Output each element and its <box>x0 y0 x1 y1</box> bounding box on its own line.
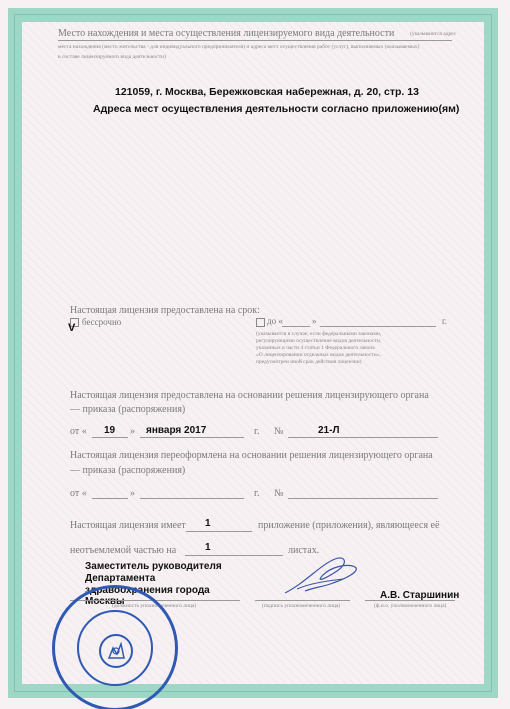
reissue-close-quote: » <box>130 488 135 499</box>
basis-date-line <box>140 437 244 438</box>
basis-from: от « <box>70 426 87 437</box>
reissue-label-2: — приказа (распоряжения) <box>70 465 186 476</box>
attachments-text-1: Настоящая лицензия имеет <box>70 520 186 531</box>
until-note-4: «О лицензировании отдельных видов деятельности», <box>256 352 381 358</box>
appendix-note: Адреса мест осуществления деятельности согласно приложению(ям) <box>93 103 460 115</box>
until-checkbox <box>256 318 265 327</box>
basis-month-year: января 2017 <box>146 425 207 436</box>
address-value: 121059, г. Москва, Бережковская набережная, д. 20, стр. 13 <box>115 86 419 98</box>
reissue-number-line <box>288 498 438 499</box>
basis-label-2: — приказа (распоряжения) <box>70 404 186 415</box>
reissue-from: от « <box>70 488 87 499</box>
official-stamp <box>52 585 178 709</box>
basis-close-quote: » <box>130 426 135 437</box>
until-note-2: регулирующими осуществление видов деятельности, <box>256 338 382 344</box>
attachments-text-4: листах. <box>288 545 320 556</box>
until-day-line <box>282 326 310 327</box>
name-caption: (ф.и.о. уполномоченного лица) <box>374 603 447 609</box>
basis-day: 19 <box>104 425 116 436</box>
location-note-line2: места нахождения (место жительства - для индивидуального предпринимателя) и адреса мест осуществления работ (услуг), выполняемых (оказываемых) <box>58 44 420 50</box>
until-date-line <box>320 326 436 327</box>
reissue-date-line <box>140 498 244 499</box>
attachments-text-3: неотъемлемой частью на <box>70 545 177 556</box>
unlimited-label: бессрочно <box>82 317 122 327</box>
name-line <box>365 600 455 601</box>
location-note-right: (указываются адрес <box>410 31 457 37</box>
attachments-text-2: приложение (приложения), являющееся её <box>258 520 440 531</box>
location-note-line3: в составе лицензируемого вида деятельности) <box>58 54 166 60</box>
term-label: Настоящая лицензия предоставлена на срок: <box>70 305 260 316</box>
signatory-position-1: Заместитель руководителя <box>85 561 222 572</box>
position-caption: (должность уполномоченного лица) <box>112 603 197 609</box>
basis-number-label: № <box>274 426 284 437</box>
basis-label-1: Настоящая лицензия предоставлена на основании решения лицензирующего органа <box>70 390 429 401</box>
basis-number: 21-Л <box>318 425 340 436</box>
until-note-5: предусмотрен иной срок действия лицензии) <box>256 359 362 365</box>
signature-image <box>275 553 365 606</box>
basis-year-suffix: г. <box>254 426 260 437</box>
attachments-sheets: 1 <box>205 542 211 553</box>
until-year-suffix: г. <box>442 316 447 326</box>
reissue-year-suffix: г. <box>254 488 260 499</box>
signatory-position-2: Департамента <box>85 573 156 584</box>
signatory-name: А.В. Старшинин <box>380 590 460 601</box>
signature-line <box>255 600 350 601</box>
location-label: Место нахождения и места осуществления лицензируемого вида деятельности <box>58 28 395 39</box>
reissue-day-line <box>92 498 128 499</box>
signatory-position-4: Москвы <box>85 596 125 607</box>
until-note-3: указанных в части 4 статьи 1 Федерального закона <box>256 345 375 351</box>
signature-caption: (подпись уполномоченного лица) <box>262 603 341 609</box>
attachments-sheets-line <box>185 555 283 556</box>
reissue-label-1: Настоящая лицензия переоформлена на основании решения лицензирующего органа <box>70 450 433 461</box>
basis-number-line <box>288 437 438 438</box>
unlimited-mark: V <box>68 322 76 334</box>
stamp-emblem-icon <box>99 634 133 668</box>
until-label: до « <box>267 316 283 326</box>
reissue-number-label: № <box>274 488 284 499</box>
attachments-count-line <box>186 531 252 532</box>
until-note-1: (указывается в случае, если федеральными законами, <box>256 331 382 337</box>
attachments-count: 1 <box>205 518 211 529</box>
until-close-quote: » <box>312 316 317 326</box>
basis-day-line <box>92 437 128 438</box>
location-underline <box>58 40 452 41</box>
signatory-position-3: здравоохранения города <box>85 585 210 596</box>
